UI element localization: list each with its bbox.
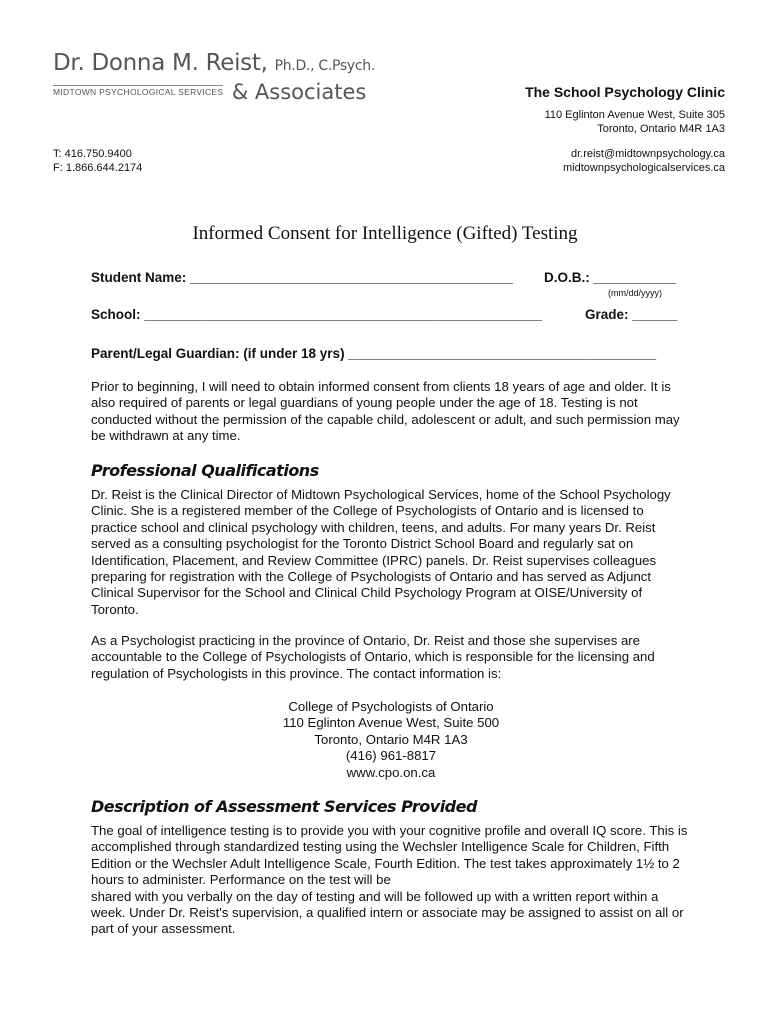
dob-format-hint: (mm/dd/yyyy) — [608, 288, 662, 298]
logo-name — [53, 50, 375, 76]
clinic-address — [545, 108, 725, 136]
logo-org: MIDTOWN PSYCHOLOGICAL SERVICES — [53, 87, 224, 97]
qualifications-paragraph-2: As a Psychologist practicing in the province of Ontario, Dr. Reist and those she supervises are accountable to the College of Psychologists of Ontario, which is responsible for the licensing and regulation of Psychologists in this province. The contact information is: — [91, 633, 655, 681]
address-line-1: 110 Eglinton Avenue West, Suite 305 — [544, 109, 725, 121]
qualifications-heading: Professional Qualifications — [91, 461, 319, 480]
college-address-1: 110 Eglinton Avenue West, Suite 500 — [282, 715, 500, 731]
contact-phones — [53, 147, 142, 175]
dob-field[interactable]: D.O.B.: ___________ — [544, 270, 677, 285]
intro-paragraph: Prior to beginning, I will need to obtain informed consent from clients 18 years of age and older. It is also required of parents or legal guardians of young people under the age of 18. Testing is not conducted without the permission of the capable child, adolescent or adult, and such permission may be withdrawn at any time. — [91, 379, 680, 444]
website-link[interactable]: midtownpsychologicalservices.ca — [562, 162, 725, 174]
email-address[interactable]: dr.reist@midtownpsychology.ca — [570, 148, 725, 160]
assessment-heading: Description of Assessment Services Provided — [91, 797, 477, 816]
assessment-paragraph — [91, 823, 691, 938]
college-name: College of Psychologists of Ontario — [288, 699, 494, 714]
clinic-name: The School Psychology Clinic — [525, 84, 725, 100]
student-name-field[interactable]: Student Name: ___________________________________________ — [91, 270, 513, 285]
qualifications-paragraph-1: Dr. Reist is the Clinical Director of Midtown Psychological Services, home of the School Psychology Clinic. She is a registered member of the College of Psychologists of Ontario and is licensed to practice school and clinical psychology with children, teens, and adults. For many years Dr. Reist served as a consulting psychologist for the Toronto District School Board and regularly sat on Identification, Placement, and Review Committee (IPRC) panels. Dr. Reist supervises colleagues preparing for registration with the College of Psychologists of Ontario and has served as Adjunct Clinical Supervisor for the School and Clinical Child Psychology Program at OISE/University of Toronto. — [91, 487, 671, 617]
school-field[interactable]: School: _____________________________________________________ — [91, 307, 543, 322]
guardian-field[interactable]: Parent/Legal Guardian: (if under 18 yrs) _________________________________________ — [91, 346, 657, 361]
phone-number: T: 416.750.9400 — [53, 148, 132, 160]
logo-credentials: Ph.D., C.Psych. — [274, 58, 376, 74]
college-phone: (416) 961-8817 — [345, 748, 437, 764]
assessment-paragraph-part-1: The goal of intelligence testing is to provide you with your cognitive profile and overall IQ score. This is accomplished through standardized testing using the Wechsler Intelligence Scale for Children, Fifth Edition or the Wechsler Adult Intelligence Scale, Fourth Edition. The test takes approximately 1½ to 2 hours to administer. Performance on the test will be — [91, 823, 688, 888]
logo-doctor-name: Dr. Donna M. Reist, — [53, 50, 268, 76]
college-website[interactable]: www.cpo.on.ca — [346, 764, 436, 780]
contact-online — [563, 147, 725, 175]
college-contact-block — [91, 699, 691, 781]
address-line-2: Toronto, Ontario M4R 1A3 — [597, 123, 725, 135]
fax-number: F: 1.866.644.2174 — [53, 162, 143, 174]
grade-field[interactable]: Grade: ______ — [585, 307, 678, 322]
logo-associates: & Associates — [231, 80, 367, 104]
college-address-2: Toronto, Ontario M4R 1A3 — [314, 731, 468, 747]
assessment-paragraph-part-2: shared with you verbally on the day of testing and will be followed up with a written report within a week. Under Dr. Reist's supervision, a qualified intern or associate may be assigned to assist on all or part of your assessment. — [91, 888, 684, 937]
document-title: Informed Consent for Intelligence (Gifted) Testing — [192, 223, 578, 244]
logo-subline — [53, 80, 366, 104]
